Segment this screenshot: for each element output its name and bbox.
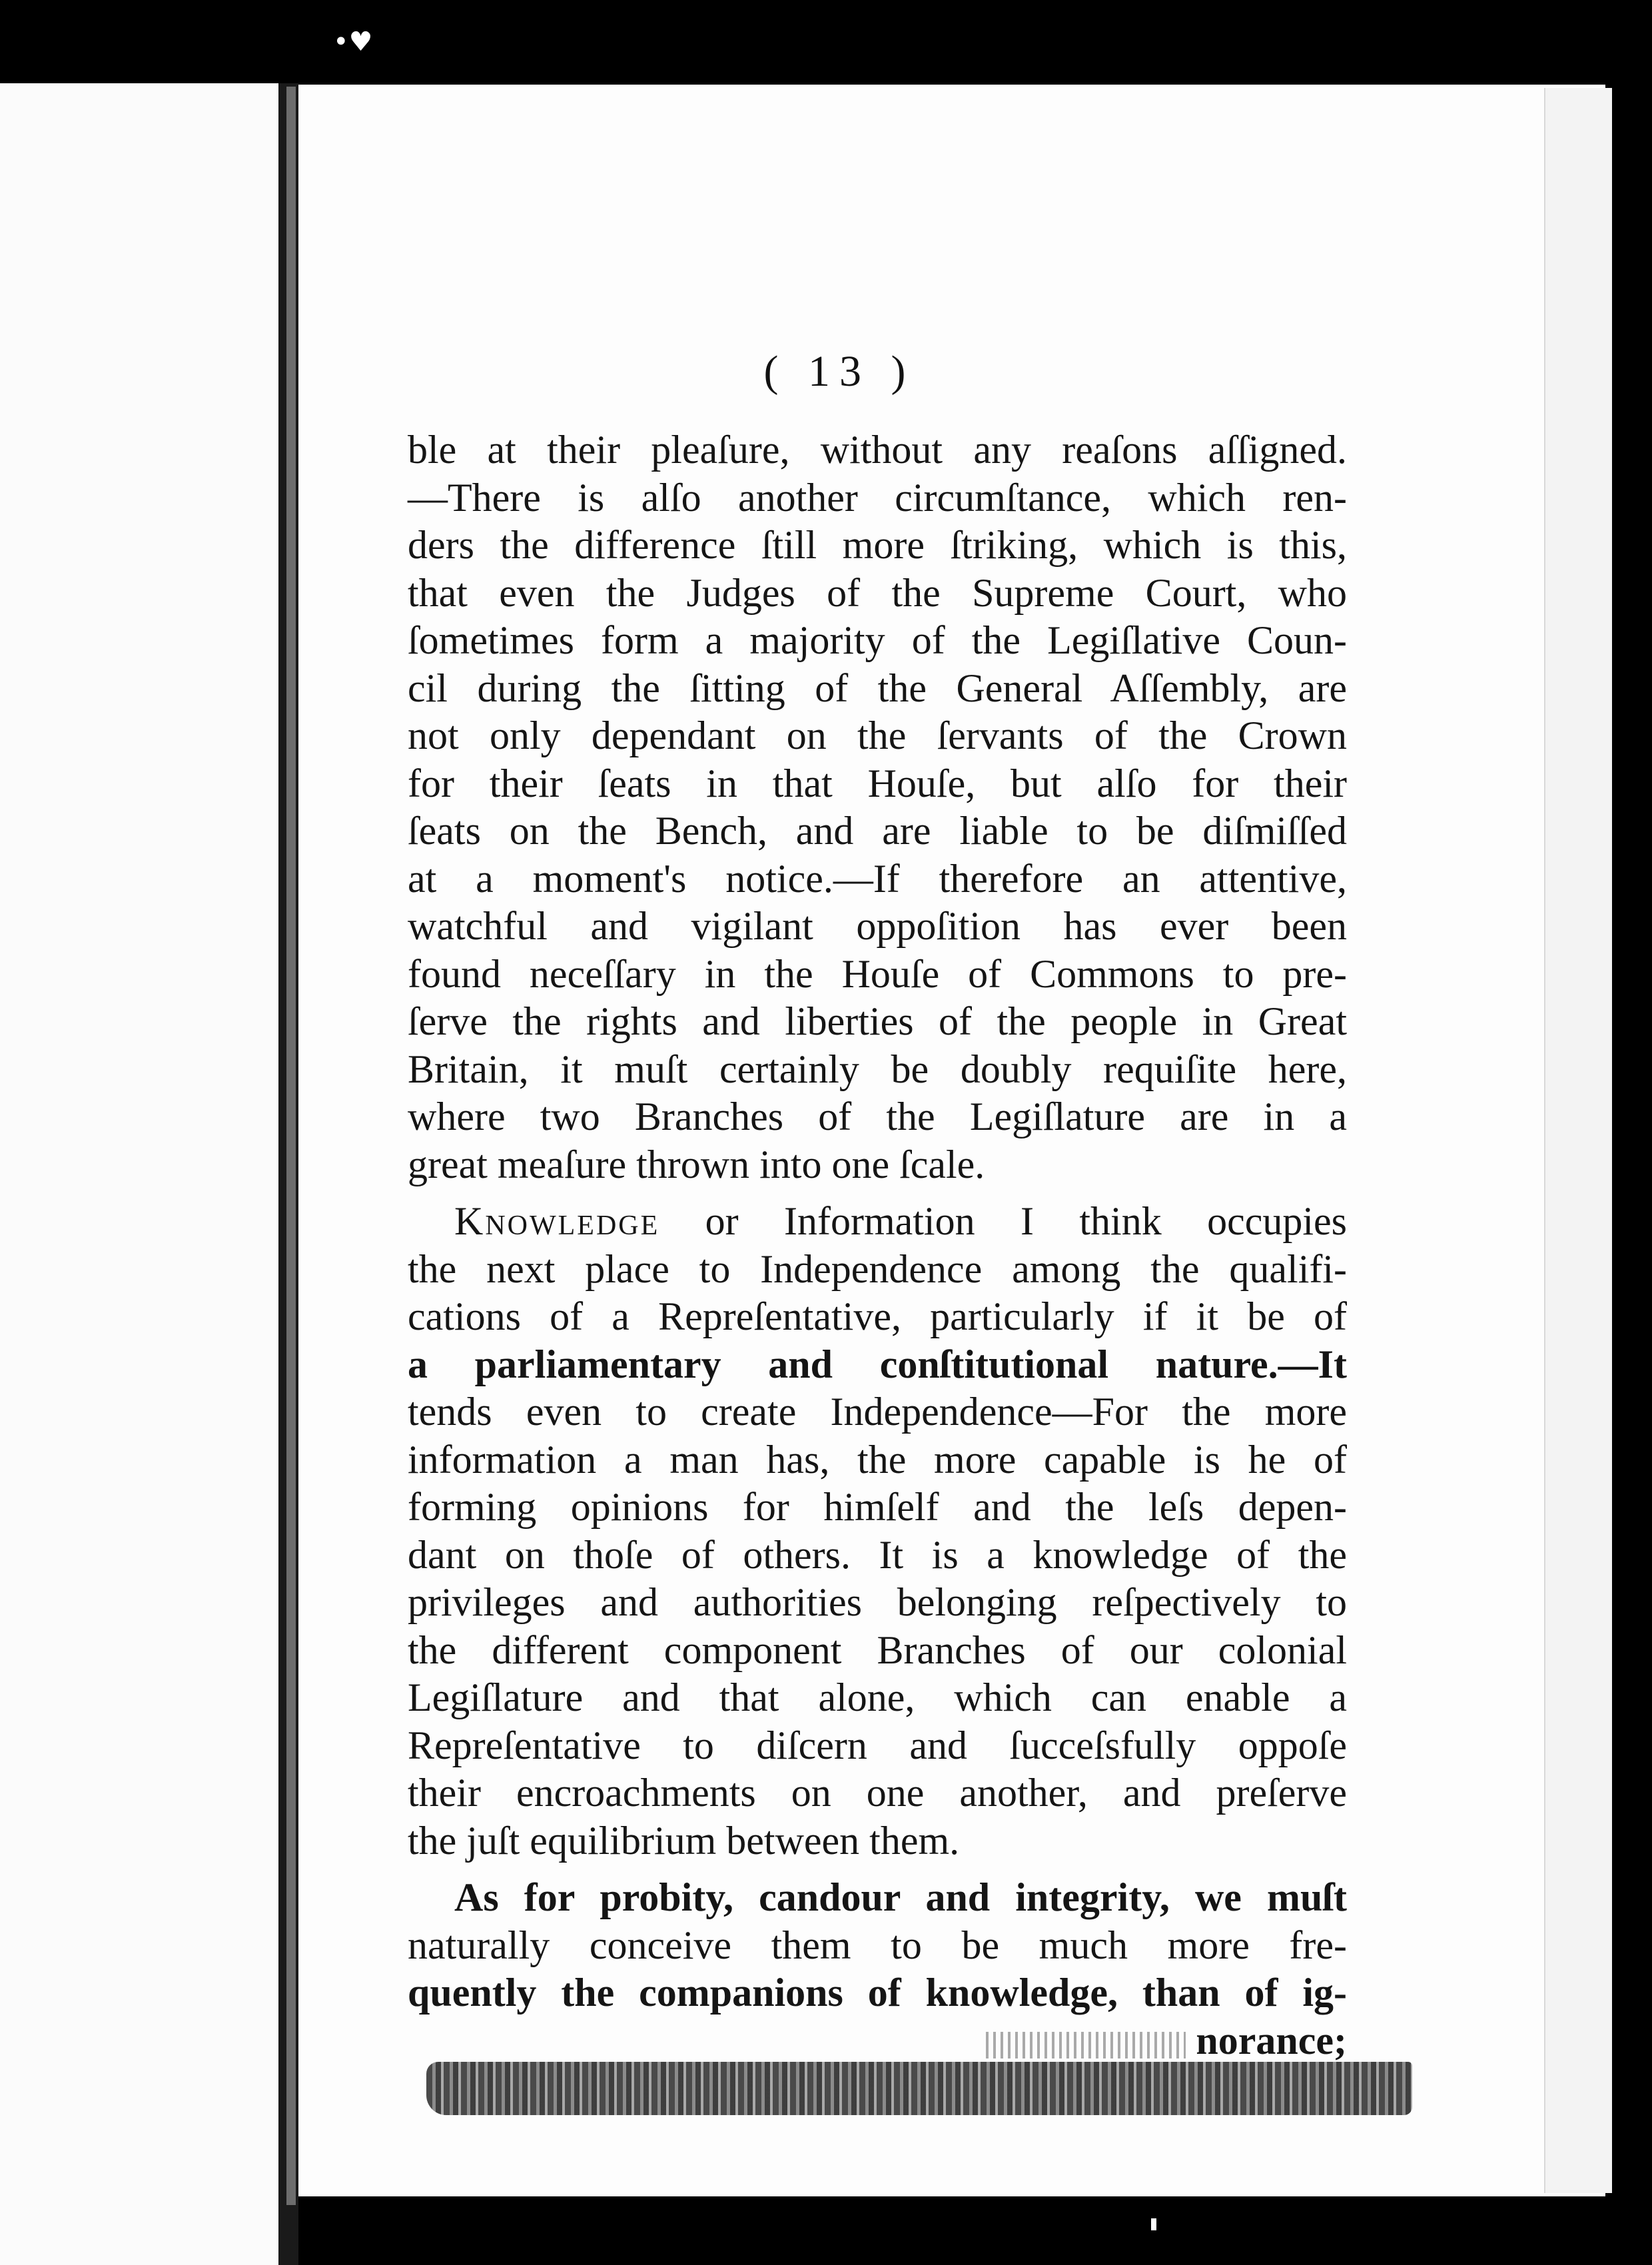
text-line: quently the companions of knowledge, than of ig- <box>408 1971 1347 2015</box>
page-number: ( 13 ) <box>763 347 915 396</box>
text-line: great meaſure thrown into one ſcale. <box>408 1142 985 1186</box>
text-line: ſometimes form a majority of the Legiſlative Coun- <box>408 618 1347 662</box>
text-line: tends even to create Independence—For the more <box>408 1390 1347 1434</box>
catchword: norance; <box>1196 2018 1347 2062</box>
body-text <box>408 426 1347 2064</box>
text-line: Repreſentative to diſcern and ſucceſsfully oppoſe <box>408 1723 1347 1767</box>
text-line: ders the difference ſtill more ſtriking, which is this, <box>408 523 1347 567</box>
text-line: not only dependant on the ſervants of the Crown <box>408 713 1347 757</box>
text-line: the juſt equilibrium between them. <box>408 1818 960 1863</box>
text-line: the next place to Independence among the qualifi- <box>408 1246 1347 1291</box>
paragraph-3 <box>408 1874 1347 2064</box>
text-line-lead <box>408 1198 1347 1246</box>
paragraph-2 <box>408 1198 1347 1865</box>
text-line: ble at their pleaſure, without any reaſons aſſigned. <box>408 428 1347 472</box>
text-line: the different component Branches of our colonial <box>408 1627 1347 1672</box>
ink-bleed <box>986 2032 1186 2058</box>
text-line: their encroachments on one another, and preſerve <box>408 1771 1347 1815</box>
page-edge-strip <box>1544 88 1612 2193</box>
paragraph-1 <box>408 426 1347 1188</box>
text-line: ſerve the rights and liberties of the people in Great <box>408 999 1347 1043</box>
lead-word: Knowledge <box>454 1199 660 1243</box>
lead-line-rest: or Information I think occupies <box>659 1199 1347 1243</box>
text-line: naturally conceive them to be much more fre- <box>408 1923 1347 1967</box>
text-line: dant on thoſe of others. It is a knowledge of the <box>408 1532 1347 1577</box>
text-line: at a moment's notice.—If therefore an attentive, <box>408 856 1347 901</box>
text-line: ſeats on the Bench, and are liable to be diſmiſſed <box>408 809 1347 853</box>
text-line: Legiſlature and that alone, which can enable a <box>408 1675 1347 1719</box>
text-line: found neceſſary in the Houſe of Commons to pre- <box>408 951 1347 996</box>
ink-smudge <box>426 2062 1412 2115</box>
top-edge-mark: •♥ <box>333 27 373 57</box>
text-line: where two Branches of the Legiſlature are in a <box>408 1095 1347 1138</box>
left-facing-page <box>0 83 278 2265</box>
text-line: for their ſeats in that Houſe, but alſo for their <box>408 761 1347 805</box>
text-line: watchful and vigilant oppoſition has ever been <box>408 904 1347 948</box>
text-line: As for probity, candour and integrity, we muſt <box>454 1875 1347 1919</box>
text-line: cations of a Repreſentative, particularly if it be of <box>408 1294 1347 1338</box>
bottom-mark <box>1151 2218 1156 2230</box>
text-line: privileges and authorities belonging reſpectively to <box>408 1580 1347 1624</box>
text-line: information a man has, the more capable is he of <box>408 1437 1347 1482</box>
text-line: Britain, it muſt certainly be doubly requiſite here, <box>408 1047 1347 1091</box>
spine-shadow <box>286 87 296 2205</box>
text-line: cil during the ſitting of the General Aſſembly, are <box>408 666 1347 710</box>
text-line: a parliamentary and conſtitutional nature.—It <box>408 1342 1347 1386</box>
text-line: forming opinions for himſelf and the leſs depen- <box>408 1485 1347 1529</box>
text-line: that even the Judges of the Supreme Court, who <box>408 570 1347 615</box>
text-line: —There is alſo another circumſtance, which ren- <box>408 475 1347 520</box>
